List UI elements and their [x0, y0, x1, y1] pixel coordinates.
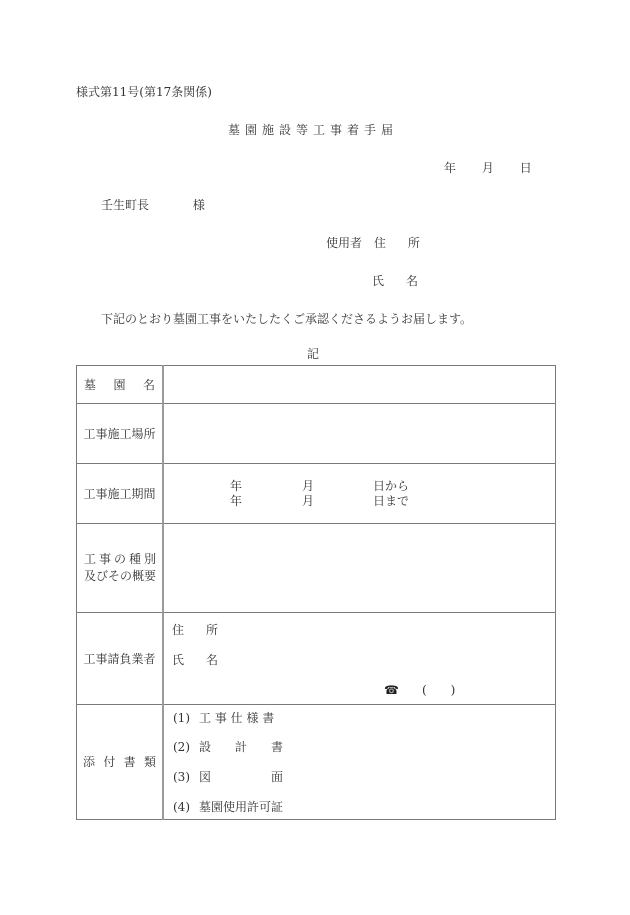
table-row-cemetery-name — [77, 366, 556, 404]
table-row-work-location — [77, 404, 556, 464]
cemetery-name-field[interactable] — [163, 366, 556, 404]
attachment-item: (4) 墓園使用許可証 — [173, 800, 284, 814]
work-location-field[interactable] — [163, 404, 556, 464]
table-row-attachments — [77, 705, 556, 820]
applicant-name-label: 氏 名 — [372, 274, 419, 288]
label-work-period: 工事施工期間 — [77, 464, 164, 524]
label-contractor: 工事請負業者 — [77, 613, 164, 705]
date-day: 日 — [519, 161, 532, 175]
addressee-honorific: 様 — [192, 198, 205, 212]
label-cemetery-name: 墓 園 名 — [77, 366, 164, 404]
document-title: 墓園施設等工事着手届 — [228, 123, 399, 137]
addressee-name: 壬生町長 — [101, 198, 150, 212]
attachment-item: (1) 工 事 仕 様 書 — [173, 711, 275, 725]
contractor-address-label: 住 所 — [172, 622, 219, 637]
table-row-work-type — [77, 524, 556, 613]
contractor-field[interactable] — [163, 613, 556, 705]
intro-text: 下記のとおり墓園工事をいたしたくご承認くださるようお届します。 — [101, 312, 473, 326]
date-year: 年 — [444, 161, 457, 175]
phone-number-field[interactable]: ( ) — [422, 682, 456, 697]
application-table — [76, 365, 556, 820]
period-end-month: 月 — [302, 493, 315, 508]
addressee — [101, 198, 205, 212]
attachment-item: (2) 設 計 書 — [173, 740, 284, 754]
label-attachments: 添 付 書 類 — [77, 705, 164, 820]
label-work-type: 工事の種別 及びその概要 — [77, 524, 164, 613]
date-month: 月 — [481, 161, 494, 175]
applicant-address-line — [326, 236, 420, 250]
period-end-day: 日まで — [373, 493, 410, 508]
telephone-icon: ☎ — [384, 682, 399, 697]
period-end-year: 年 — [230, 493, 243, 508]
attachments-list — [163, 705, 556, 820]
table-row-work-period — [77, 464, 556, 524]
table-row-contractor — [77, 613, 556, 705]
label-work-location: 工事施工場所 — [77, 404, 164, 464]
period-start-month: 月 — [302, 478, 315, 493]
period-start-year: 年 — [230, 478, 243, 493]
period-start-day: 日から — [373, 478, 410, 493]
date-line — [444, 161, 532, 175]
ki-heading: 記 — [307, 347, 320, 361]
form-number: 様式第11号(第17条関係) — [76, 85, 212, 99]
work-period-field[interactable] — [163, 464, 556, 524]
applicant-role-label: 使用者 — [326, 236, 363, 250]
contractor-name-label: 氏 名 — [172, 652, 219, 667]
work-type-field[interactable] — [163, 524, 556, 613]
attachment-item: (3) 図 面 — [173, 770, 284, 784]
applicant-address-label: 住 所 — [373, 236, 420, 250]
